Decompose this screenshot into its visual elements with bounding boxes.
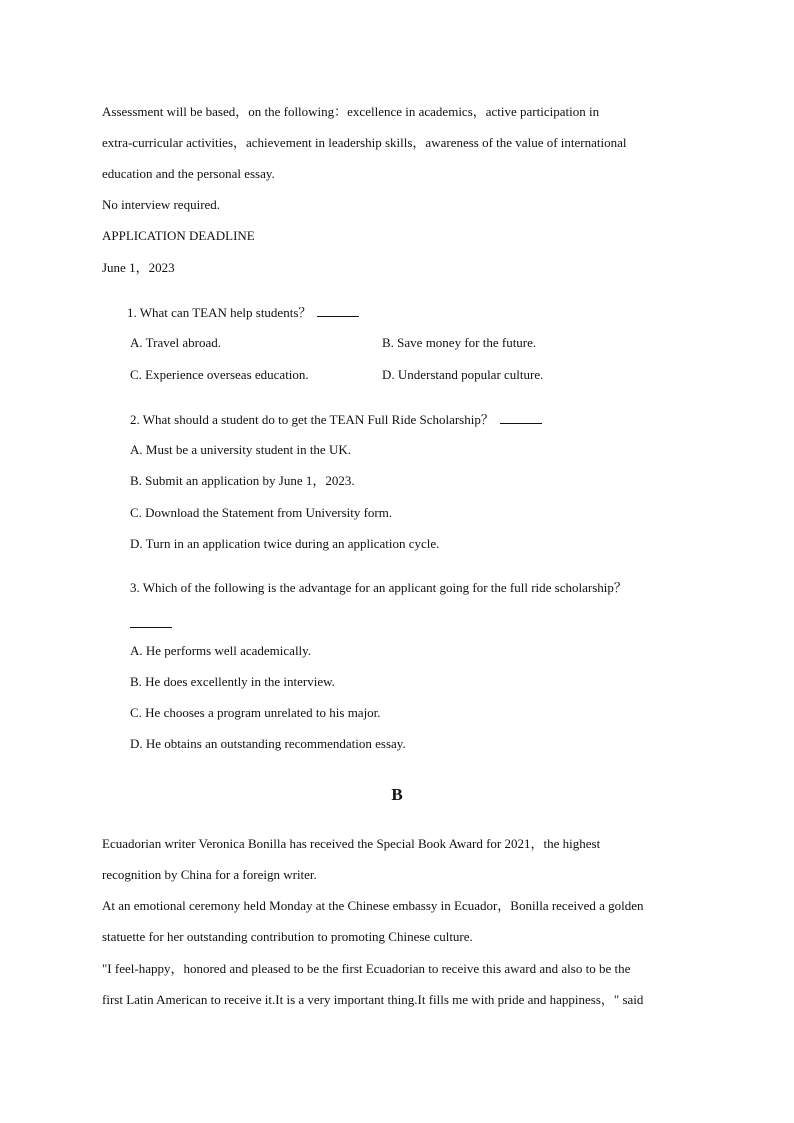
passage-line-2: recognition by China for a foreign writer. <box>102 867 317 882</box>
intro-line-3: education and the personal essay. <box>102 166 275 181</box>
q3-option-b: B. He does excellently in the interview. <box>130 674 335 689</box>
intro-line-4: No interview required. <box>102 197 221 212</box>
question-3-prompt: 3. Which of the following is the advantage for an applicant going for the full ride scholarship？ <box>130 580 627 595</box>
intro-line-1: Assessment will be based，on the following：excellence in academics，active participation in <box>102 104 600 119</box>
deadline-date: June 1，2023 <box>102 260 175 275</box>
question-1-text: 1. What can TEAN help students？ <box>127 305 312 320</box>
question-1-prompt <box>127 304 359 321</box>
section-b-heading: B <box>391 785 403 804</box>
passage-line-1: Ecuadorian writer Veronica Bonilla has received the Special Book Award for 2021，the highest <box>102 836 601 851</box>
answer-blank <box>317 304 359 317</box>
passage-line-4: statuette for her outstanding contribution to promoting Chinese culture. <box>102 929 473 944</box>
q2-option-b: B. Submit an application by June 1，2023. <box>130 473 355 488</box>
q2-option-c: C. Download the Statement from University form. <box>130 505 393 520</box>
passage-line-5: "I feel-happy，honored and pleased to be the first Ecuadorian to receive this award and also to be the <box>102 961 631 976</box>
question-2-text: 2. What should a student do to get the TEAN Full Ride Scholarship？ <box>130 412 494 427</box>
q1-option-c: C. Experience overseas education. <box>130 367 309 382</box>
intro-line-2: extra-curricular activities，achievement in leadership skills，awareness of the value of international <box>102 135 627 150</box>
q1-option-b: B. Save money for the future. <box>382 335 537 350</box>
q3-option-d: D. He obtains an outstanding recommendation essay. <box>130 736 406 751</box>
answer-blank <box>130 626 172 628</box>
question-2-prompt <box>130 411 542 428</box>
passage-line-6: first Latin American to receive it.It is a very important thing.It fills me with pride and happiness，" said <box>102 992 644 1007</box>
q2-option-a: A. Must be a university student in the UK. <box>130 442 351 457</box>
passage-line-3: At an emotional ceremony held Monday at the Chinese embassy in Ecuador，Bonilla received a golden <box>102 898 644 913</box>
q3-option-a: A. He performs well academically. <box>130 643 312 658</box>
deadline-label: APPLICATION DEADLINE <box>102 228 255 243</box>
q3-option-c: C. He chooses a program unrelated to his major. <box>130 705 381 720</box>
q1-option-d: D. Understand popular culture. <box>382 367 544 382</box>
q2-option-d: D. Turn in an application twice during an application cycle. <box>130 536 440 551</box>
q1-option-a: A. Travel abroad. <box>130 335 221 350</box>
answer-blank <box>500 411 542 424</box>
